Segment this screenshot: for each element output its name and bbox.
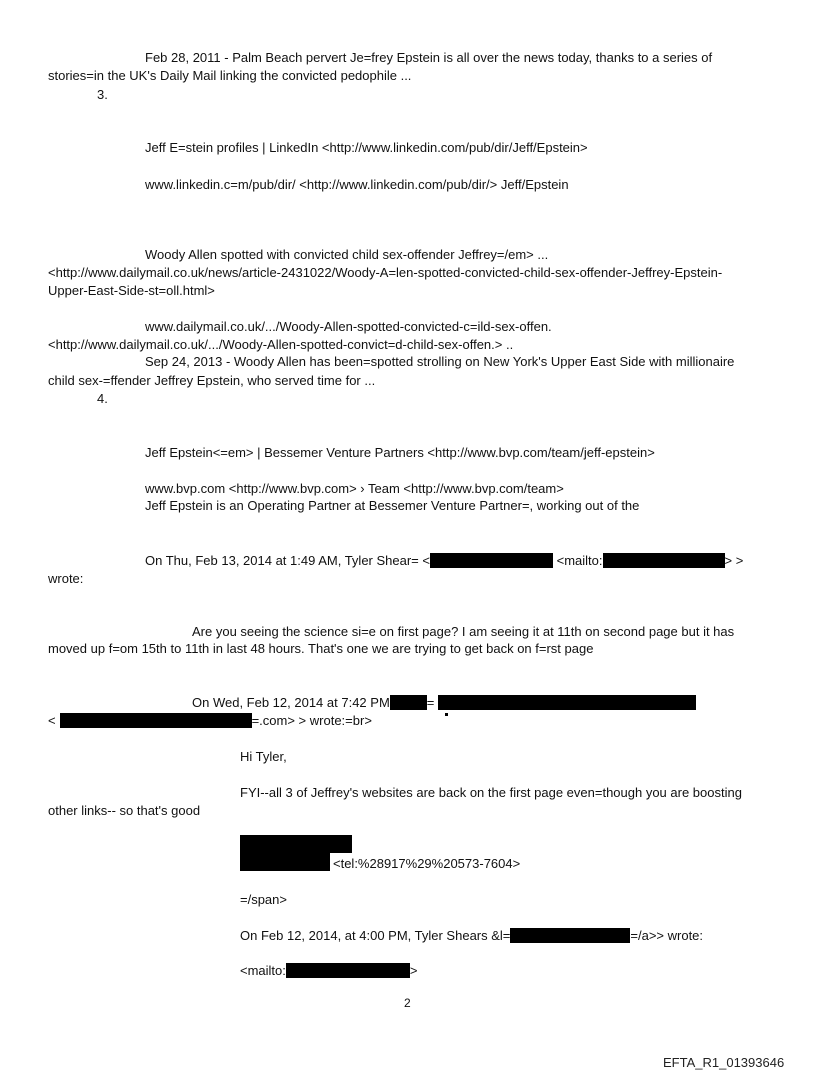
redaction-block [240,835,352,853]
text-segment: =.com> > wrote:=br> [251,713,372,728]
list-number: 4. [97,391,108,406]
text-segment: On Thu, Feb 13, 2014 at 1:49 AM, Tyler Shear= < [145,553,430,568]
text-segment: =/a>> wrote: [630,928,704,943]
text-line: child sex-=ffender Jeffrey Epstein, who served time for ... [48,373,376,388]
text-line: Feb 28, 2011 - Palm Beach pervert Je=frey Epstein is all over the news today, thanks to a series of [145,50,713,65]
bates-number: EFTA_R1_01393646 [663,1055,785,1070]
redaction-block [286,963,410,978]
text-segment: <mailto: [556,553,603,568]
text-line: www.bvp.com <http://www.bvp.com> › Team <http://www.bvp.com/team> [145,481,564,496]
text-line: www.dailymail.co.uk/.../Woody-Allen-spotted-convicted-c=ild-sex-offen. [145,319,552,334]
email-header-line [240,928,703,944]
email-header-line [48,713,372,729]
text-line: Jeff Epstein<=em> | Bessemer Venture Partners <http://www.bvp.com/team/jeff-epstein> [145,445,655,460]
text-line: <http://www.dailymail.co.uk/.../Woody-Allen-spotted-convict=d-child-sex-offen.> .. [48,337,514,352]
text-line: Upper-East-Side-st=oll.html> [48,283,215,298]
text-line: other links-- so that's good [48,803,201,818]
list-number: 3. [97,87,108,102]
text-line: <http://www.dailymail.co.uk/news/article-2431022/Woody-A=len-spotted-convicted-child-sex-offender-Jeffrey-Epstein- [48,265,723,280]
text-line: Sep 24, 2013 - Woody Allen has been=spotted strolling on New York's Upper East Side with millionaire [145,354,735,369]
page-number: 2 [404,996,411,1010]
text-line: Woody Allen spotted with convicted child sex-offender Jeffrey=/em> ... [145,247,549,262]
text-line: Hi Tyler, [240,749,287,764]
text-line: www.linkedin.c=m/pub/dir/ <http://www.linkedin.com/pub/dir/> Jeff/Epstein [145,177,569,192]
text-line: FYI--all 3 of Jeffrey's websites are back on the first page even=though you are boosting [240,785,742,800]
text-segment: On Wed, Feb 12, 2014 at 7:42 PM [192,695,390,710]
text-line: Jeff Epstein is an Operating Partner at Bessemer Venture Partner=, working out of the [145,498,640,513]
redaction-block [510,928,630,943]
text-segment: <mailto: [240,963,286,978]
email-header-line [145,553,743,569]
redaction-block [445,713,448,716]
text-line: Are you seeing the science si=e on first page? I am seeing it at 11th on second page but it has [192,624,735,639]
text-line: <tel:%28917%29%20573-7604> [333,856,521,871]
redaction-block [390,695,427,710]
text-segment: > [409,963,418,978]
text-segment: = [426,695,435,710]
text-line: moved up f=om 15th to 11th in last 48 hours. That's one we are trying to get back on f=rst page [48,641,594,656]
email-header-line [192,695,696,711]
redaction-block [60,713,252,728]
text-segment: > > [724,553,744,568]
redaction-block [240,853,330,871]
text-line: Jeff E=stein profiles | LinkedIn <http://www.linkedin.com/pub/dir/Jeff/Epstein> [145,140,588,155]
text-line: wrote: [48,571,84,586]
redaction-block [430,553,553,568]
text-segment: On Feb 12, 2014, at 4:00 PM, Tyler Shears &l= [240,928,511,943]
email-header-line [240,963,417,979]
redaction-block [438,695,696,710]
text-line: =/span> [240,892,287,907]
text-segment: < [48,713,56,728]
text-line: stories=in the UK's Daily Mail linking the convicted pedophile ... [48,68,412,83]
redaction-block [603,553,725,568]
